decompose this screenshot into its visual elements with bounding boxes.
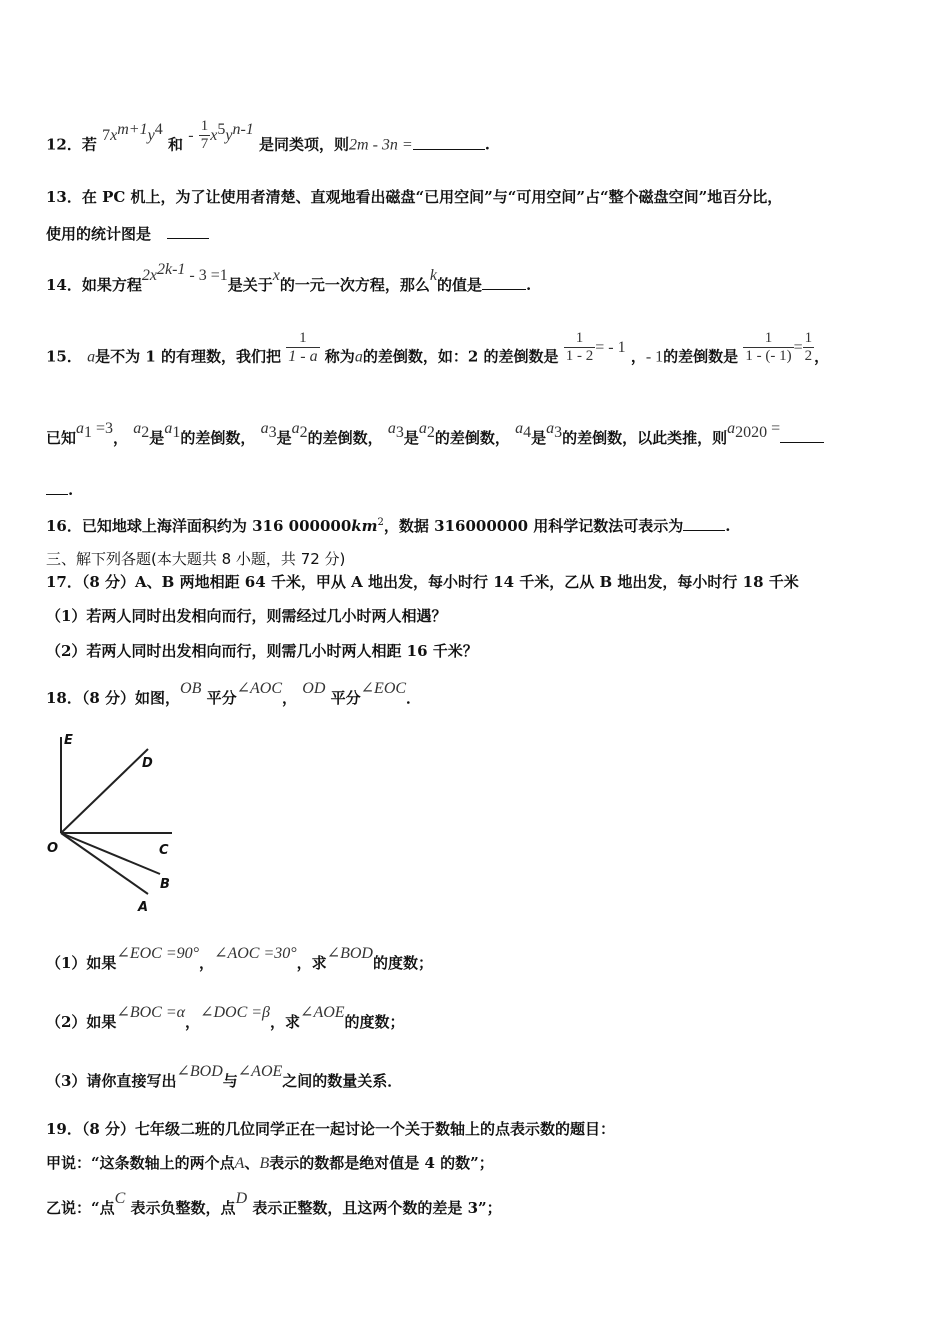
angle-figure (44, 727, 184, 917)
question-15-line3: . (46, 480, 73, 500)
section-title: 三、解下列各题(本大题共 8 小题，共 72 分) (46, 550, 346, 568)
question-15-line2: 已知$a_1 =3$， $a_2$是$a_1$的差倒数， $a_3$是$a_2$的差倒数， $a_3$是$a_2$的差倒数， $a_4$是$a_3$的差倒数，以此类推，则$a_{2020}$ = (46, 428, 824, 453)
question-19: 19．（8 分）七年级二班的几位同学正在一起讨论一个关于数轴上的点表示数的题目： (46, 1120, 616, 1138)
label-O: O (47, 841, 59, 856)
label-D: D (142, 756, 153, 771)
question-18-part2: （2）如果∠BOC =α，∠DOC =β，求∠AOE的度数； (46, 1004, 405, 1031)
answer-blank-cont (46, 494, 68, 495)
question-17: 17．（8 分）A、B 两地相距 64 千米，甲从 A 地出发，每小时行 14 千米，乙从 B 地出发，每小时行 18 千米 (46, 573, 799, 591)
question-18-part3: （3）请你直接写出∠BOD与∠AOE之间的数量关系． (46, 1063, 403, 1090)
question-18-part1: （1）如果∠EOC =90°，∠AOC =30°，求∠BOD的度数； (46, 945, 433, 972)
question-14: 14．如果方程$2x^{2k-1} - 3 =1$是关于x的一元一次方程，那么k的值是 . (46, 261, 532, 294)
term-1: $7x^{m+1}y^4$ (102, 120, 163, 144)
answer-blank (482, 289, 526, 290)
label-B: B (160, 877, 170, 892)
answer-blank (413, 149, 485, 150)
answer-blank (780, 442, 824, 443)
label-A: A (138, 900, 149, 915)
question-16: 16．已知地球上海洋面积约为 316 $000000km^2$，数据 316000000 用科学记数法可表示为 . (46, 517, 731, 535)
question-13: 13．在 PC 机上，为了让使用者清楚、直观地看出磁盘“已用空间”与“可用空间”占“整个磁盘空间”地百分比， (46, 188, 783, 206)
label-E: E (64, 733, 73, 748)
question-19-yi: 乙说：“点C 表示负整数，点D 表示正整数，且这两个数的差是 3”； (46, 1190, 502, 1217)
question-18: 18．（8 分）如图，OB 平分∠AOC， OD 平分∠EOC． (46, 680, 422, 707)
answer-blank (683, 530, 725, 531)
question-15: 15． a是不为 1 的有理数，我们把 $\frac{1}{1 - a}$ 称为a的差倒数，如：2 的差倒数是 $\frac{1}{1 - 2}$ = - 1 ，- 1的差倒数是 $\frac{1}{1 - (- 1)}$ = $\frac{1}{2}$ ， (46, 330, 830, 366)
question-13-line2: 使用的统计图是 (46, 224, 209, 244)
question-19-jia: 甲说：“这条数轴上的两个点A、B表示的数都是绝对值是 4 的数”； (46, 1154, 494, 1172)
answer-blank (167, 238, 209, 239)
label-C: C (159, 843, 169, 858)
question-17-part1: （1）若两人同时出发相向而行，则需经过几小时两人相遇？ (46, 607, 447, 625)
question-17-part2: （2）若两人同时出发相向而行，则需几小时两人相距 16 千米？ (46, 642, 478, 660)
ray-OD (61, 749, 148, 833)
question-12: 12．若 $7x^{m+1}y^4$ 和 - $\frac{1}{7}$ $x^5y^{n-1}$ 是同类项，则2m - 3n = . (46, 118, 490, 154)
term-2: - $\frac{1}{7}$ $x^5y^{n-1}$ (188, 118, 254, 152)
